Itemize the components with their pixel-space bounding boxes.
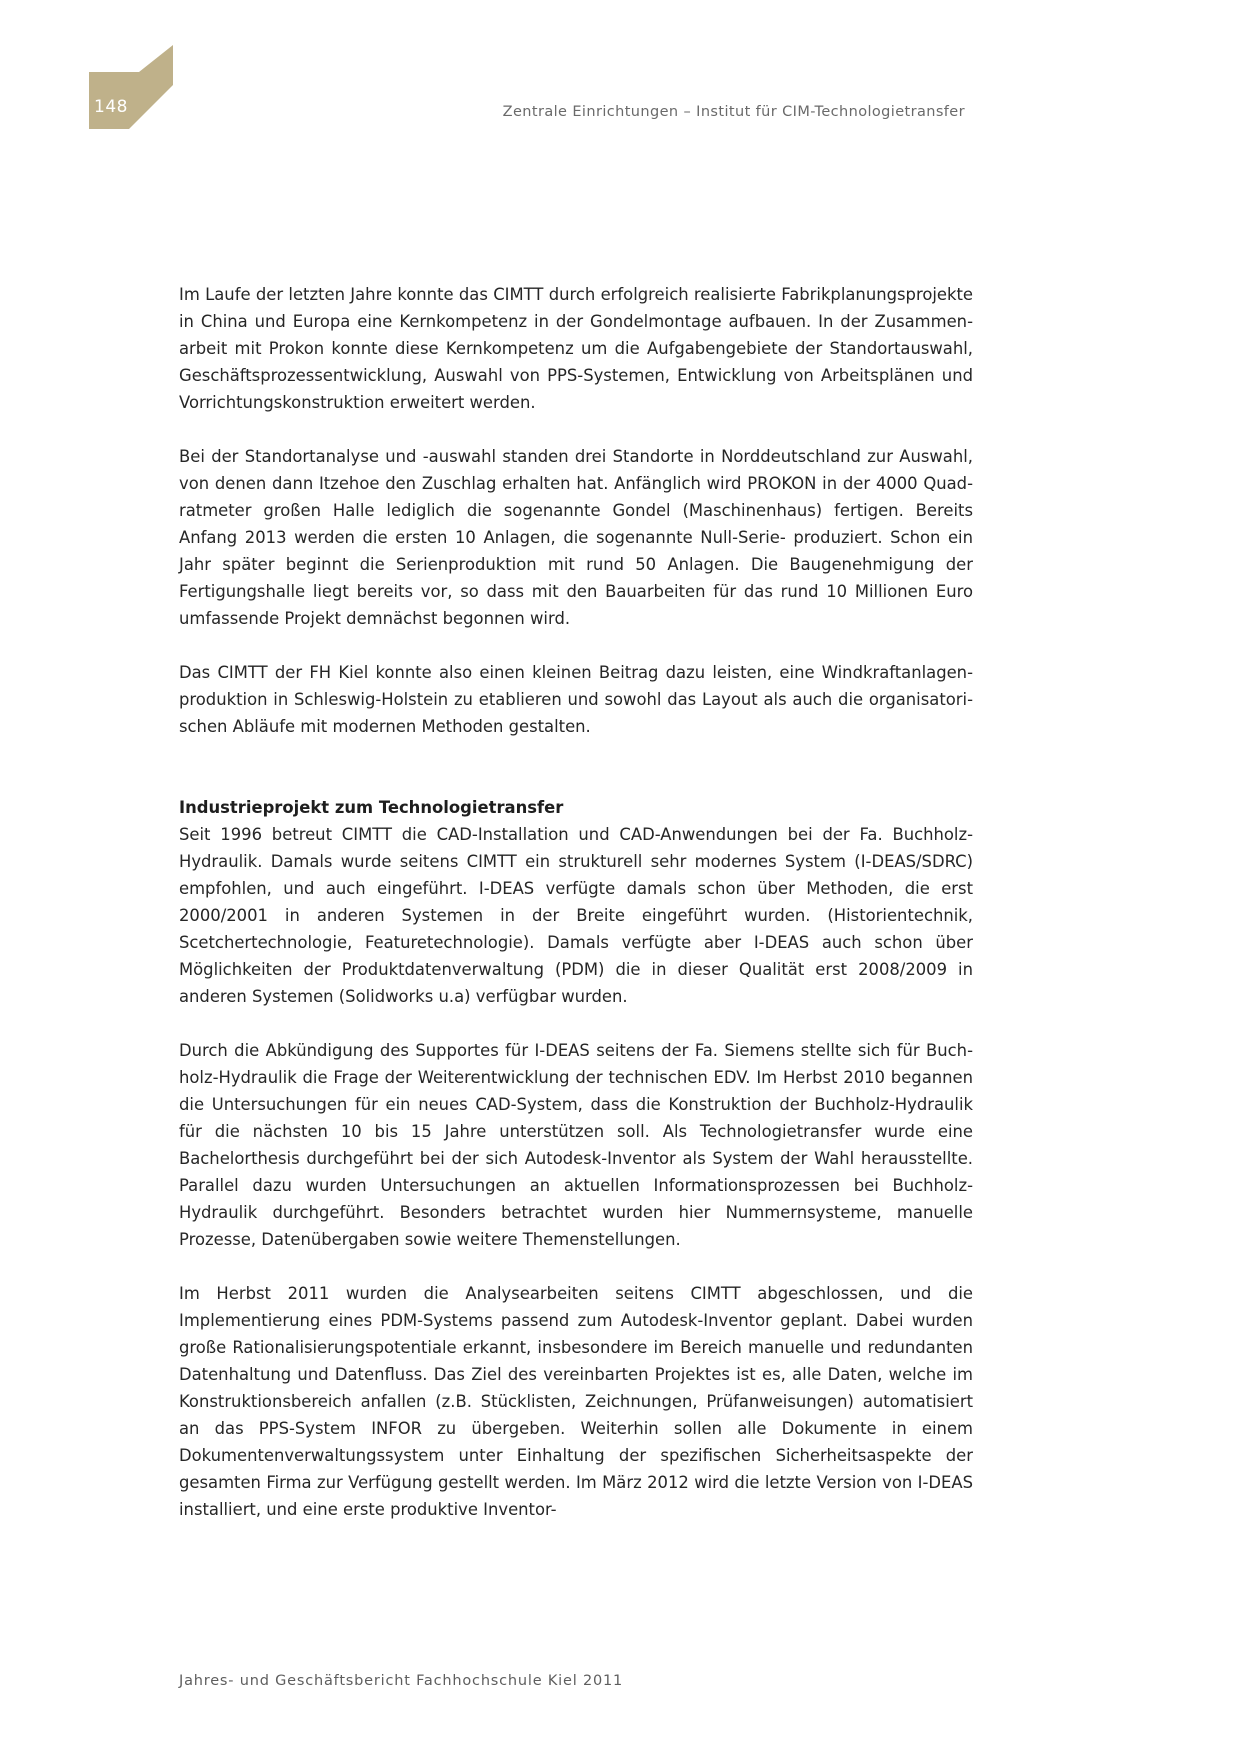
section-heading: Industrieprojekt zum Technologietransfer	[179, 798, 564, 817]
main-text	[179, 281, 973, 1550]
page-footer: Jahres- und Geschäftsbericht Fachhochschule Kiel 2011	[179, 1673, 624, 1689]
paragraph: Im Laufe der letzten Jahre konnte das CIMTT durch erfolgreich realisierte Fabrikplanungsprojekte in China und Europa eine Kernkompetenz in der Gondelmontage aufbauen. In der Zusammenarbeit mit Prokon konnte diese Kernkompetenz um die Aufgabengebiete der Standortauswahl, Geschäftsprozessentwicklung, Auswahl von PPS-Systemen, Entwicklung von Arbeitsplänen und Vorrichtungskonstruktion erweitert werden.	[179, 285, 973, 412]
paragraph: Durch die Abkündigung des Supportes für I-DEAS seitens der Fa. Siemens stellte sich für Buchholz-Hydraulik die Frage der Weiterentwicklung der technischen EDV. Im Herbst 2010 begannen die Untersuchungen für ein neues CAD-System, dass die Konstruktion der Buchholz-Hydraulik für die nächsten 10 bis 15 Jahre unterstützen soll. Als Technologietransfer wurde eine Bachelorthesis durchgeführt bei der sich Autodesk-Inventor als System der Wahl herausstellte. Parallel dazu wurden Untersuchungen an aktuellen Informationsprozessen bei Buchholz-Hydraulik durchgeführt. Besonders betrachtet wurden hier Nummernsysteme, manuelle Prozesse, Datenübergaben sowie weitere Themenstellungen.	[179, 1041, 973, 1249]
paragraph: Das CIMTT der FH Kiel konnte also einen kleinen Beitrag dazu leisten, eine Windkraftanlagenproduktion in Schleswig-Holstein zu etablieren und sowohl das Layout als auch die organisatorischen Abläufe mit modernen Methoden gestalten.	[179, 663, 973, 736]
page-number: 148	[94, 97, 128, 117]
paragraph: Seit 1996 betreut CIMTT die CAD-Installation und CAD-Anwendungen bei der Fa. Buchholz-Hydraulik. Damals wurde seitens CIMTT ein strukturell sehr modernes System (I-DEAS/SDRC) empfohlen, und auch eingeführt. I-DEAS verfügte damals schon über Methoden, die erst 2000/2001 in anderen Systemen in der Breite eingeführt wurden. (Historientechnik, Scetchertechnologie, Featuretechnologie). Damals verfügte aber I-DEAS auch schon über Möglichkeiten der Produktdatenverwaltung (PDM) die in dieser Qualität erst 2008/2009 in anderen Systemen (Solidworks u.a) verfügbar wurden.	[179, 825, 973, 1006]
paragraph: Bei der Standortanalyse und -auswahl standen drei Standorte in Norddeutschland zur Auswahl, von denen dann Itzehoe den Zuschlag erhalten hat. Anfänglich wird PROKON in der 4000 Quadratmeter großen Halle lediglich die sogenannte Gondel (Maschinenhaus) fertigen. Bereits Anfang 2013 werden die ersten 10 Anlagen, die sogenannte Null-Serie- produziert. Schon ein Jahr später beginnt die Serienproduktion mit rund 50 Anlagen. Die Baugenehmigung der Fertigungshalle liegt bereits vor, so dass mit den Bauarbeiten für das rund 10 Millionen Euro umfassende Projekt demnächst begonnen wird.	[179, 447, 973, 628]
paragraph: Im Herbst 2011 wurden die Analysearbeiten seitens CIMTT abgeschlossen, und die Implementierung eines PDM-Systems passend zum Autodesk-Inventor geplant. Dabei wurden große Rationalisierungspotentiale erkannt, insbesondere im Bereich manuelle und redundanten Datenhaltung und Datenfluss. Das Ziel des vereinbarten Projektes ist es, alle Daten, welche im Konstruktionsbereich anfallen (z.B. Stücklisten, Zeichnungen, Prüfanweisungen) automatisiert an das PPS-System INFOR zu übergeben. Weiterhin sollen alle Dokumente in einem Dokumentenverwaltungssystem unter Einhaltung der spezifischen Sicherheitsaspekte der gesamten Firma zur Verfügung gestellt werden. Im März 2012 wird die letzte Version von I-DEAS installiert, und eine erste produktive Inventor-	[179, 1284, 973, 1519]
running-header: Zentrale Einrichtungen – Institut für CIM-Technologietransfer	[502, 104, 965, 120]
